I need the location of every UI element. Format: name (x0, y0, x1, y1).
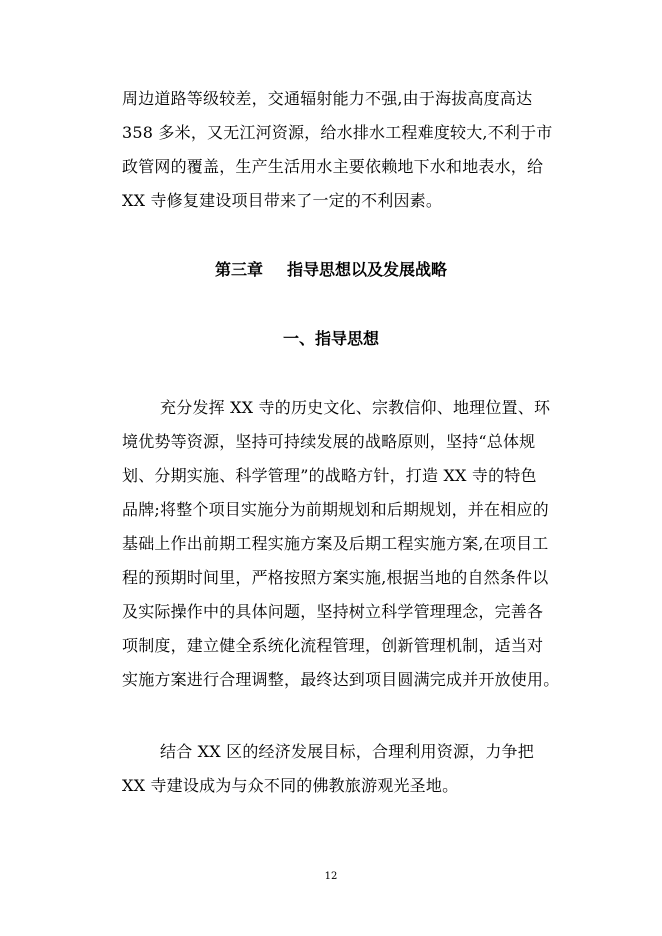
paragraph-2-line-2: XX 寺建设成为与众不同的佛教旅游观光圣地。 (122, 776, 459, 795)
paragraph-1-line-8: 项制度，建立健全系统化流程管理，创新管理机制，适当对 (122, 636, 544, 655)
paragraph-1-line-2: 境优势等资源，坚持可持续发展的战略原则，坚持“总体规 (122, 432, 536, 451)
intro-line-1: 周边道路等级较差，交通辐射能力不强,由于海拔高度高达 (122, 89, 533, 108)
intro-line-4: XX 寺修复建设项目带来了一定的不利因素。 (122, 191, 443, 210)
paragraph-1-line-1: 充分发挥 XX 寺的历史文化、宗教信仰、地理位置、环 (160, 398, 551, 417)
page-number: 12 (324, 871, 338, 882)
paragraph-1-line-5: 基础上作出前期工程实施方案及后期工程实施方案,在项目工 (122, 534, 549, 553)
chapter-title: 指导思想以及发展战略 (287, 260, 448, 279)
paragraph-1-line-4: 品牌;将整个项目实施分为前期规划和后期规划，并在相应的 (122, 500, 549, 519)
paragraph-1-line-9: 实施方案进行合理调整，最终达到项目圆满完成并开放使用。 (122, 670, 560, 689)
intro-line-2: 358 多米，又无江河资源，给水排水工程难度较大,不利于市 (122, 123, 553, 142)
chapter-heading (0, 260, 662, 280)
paragraph-1-line-6: 程的预期时间里，严格按照方案实施,根据当地的自然条件以 (122, 568, 549, 587)
paragraph-1-line-3: 划、分期实施、科学管理”的战略方针，打造 XX 寺的特色 (122, 466, 537, 485)
intro-line-3: 政管网的覆盖，生产生活用水主要依赖地下水和地表水，给 (122, 157, 544, 176)
chapter-number: 第三章 (214, 260, 263, 279)
paragraph-1-line-7: 及实际操作中的具体问题，坚持树立科学管理理念，完善各 (122, 602, 544, 621)
section-heading: 一、指导思想 (282, 329, 379, 348)
paragraph-2-line-1: 结合 XX 区的经济发展目标，合理利用资源，力争把 (160, 742, 534, 761)
